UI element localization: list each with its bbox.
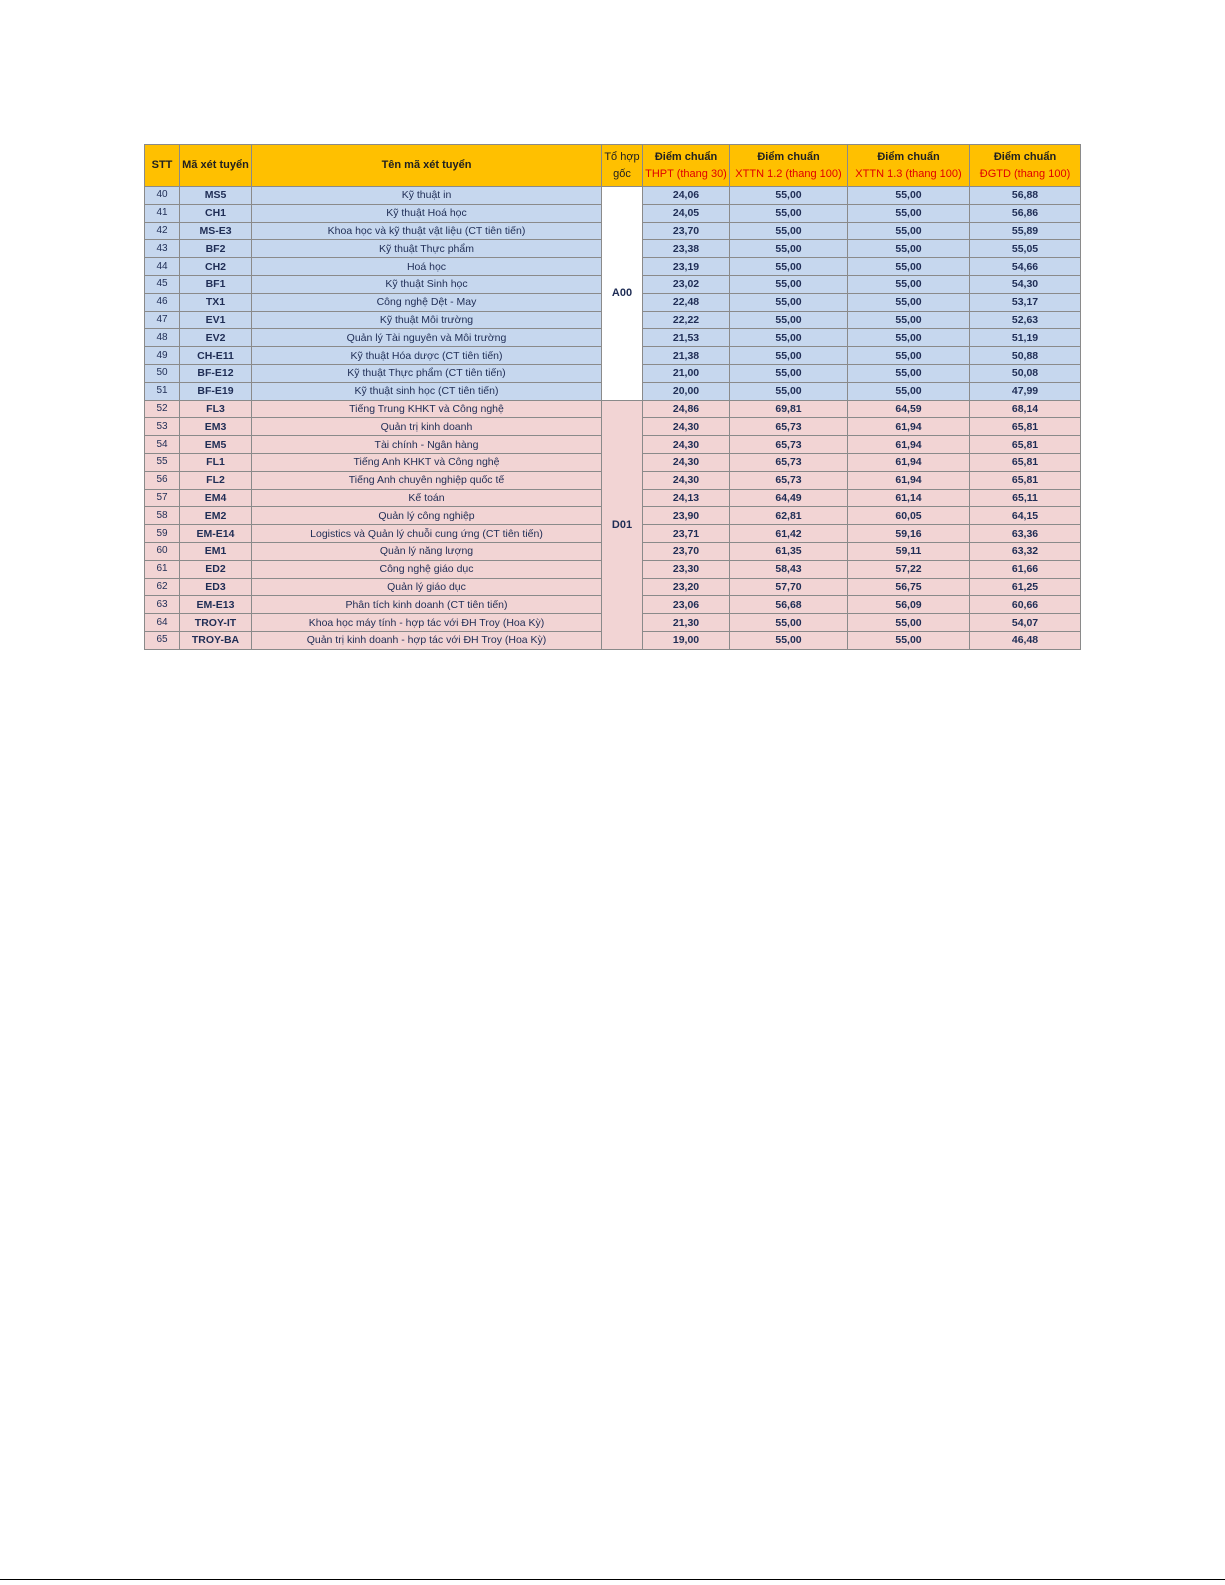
- cell-ma: EM2: [180, 507, 252, 525]
- cell-xttn13: 55,00: [848, 311, 970, 329]
- header-xttn13-line2: XTTN 1.3 (thang 100): [855, 167, 962, 180]
- cell-dgtd: 64,15: [970, 507, 1081, 525]
- cell-thpt: 20,00: [643, 382, 730, 400]
- cell-thpt: 23,90: [643, 507, 730, 525]
- cell-dgtd: 61,66: [970, 560, 1081, 578]
- cell-stt: 54: [145, 436, 180, 454]
- cell-thpt: 23,71: [643, 525, 730, 543]
- cell-xttn13: 61,94: [848, 471, 970, 489]
- header-dgtd-line1: Điểm chuẩn: [993, 150, 1057, 163]
- cell-xttn12: 55,00: [730, 275, 848, 293]
- cell-dgtd: 68,14: [970, 400, 1081, 418]
- cell-thpt: 23,19: [643, 258, 730, 276]
- cell-ten: Quản lý giáo dục: [252, 578, 602, 596]
- header-xttn12-line2: XTTN 1.2 (thang 100): [735, 167, 842, 180]
- cell-ma: FL2: [180, 471, 252, 489]
- cell-dgtd: 65,81: [970, 471, 1081, 489]
- group-cell-d01: D01: [602, 400, 643, 649]
- cell-ten: Tiếng Trung KHKT và Công nghệ: [252, 400, 602, 418]
- cell-stt: 51: [145, 382, 180, 400]
- cell-dgtd: 55,89: [970, 222, 1081, 240]
- cell-ten: Tiếng Anh KHKT và Công nghệ: [252, 453, 602, 471]
- cell-ten: Logistics và Quản lý chuỗi cung ứng (CT tiên tiến): [252, 525, 602, 543]
- cell-stt: 64: [145, 614, 180, 632]
- cell-ma: TROY-IT: [180, 614, 252, 632]
- cell-ma: BF2: [180, 240, 252, 258]
- cell-xttn13: 55,00: [848, 258, 970, 276]
- cell-xttn13: 55,00: [848, 329, 970, 347]
- cell-thpt: 23,20: [643, 578, 730, 596]
- table-header: [145, 145, 1081, 187]
- header-xttn13: [848, 145, 970, 187]
- cell-dgtd: 65,11: [970, 489, 1081, 507]
- cell-ten: Kỹ thuật Hoá học: [252, 204, 602, 222]
- cell-dgtd: 47,99: [970, 382, 1081, 400]
- cell-xttn13: 55,00: [848, 204, 970, 222]
- cell-ten: Kỹ thuật Môi trường: [252, 311, 602, 329]
- cell-dgtd: 53,17: [970, 293, 1081, 311]
- cell-ten: Kỹ thuật sinh học (CT tiên tiến): [252, 382, 602, 400]
- cell-ma: EM-E14: [180, 525, 252, 543]
- header-thpt-line1: Điểm chuẩn: [654, 150, 718, 163]
- header-to-hop-goc: [602, 145, 643, 187]
- cell-xttn12: 55,00: [730, 631, 848, 649]
- cell-stt: 43: [145, 240, 180, 258]
- cell-ma: EM5: [180, 436, 252, 454]
- cell-ma: EV2: [180, 329, 252, 347]
- cell-thpt: 24,13: [643, 489, 730, 507]
- cell-xttn12: 55,00: [730, 347, 848, 365]
- cell-dgtd: 61,25: [970, 578, 1081, 596]
- header-to-hop-line1: Tổ hợp: [604, 150, 640, 163]
- cell-thpt: 21,30: [643, 614, 730, 632]
- cell-stt: 63: [145, 596, 180, 614]
- cell-ma: CH1: [180, 204, 252, 222]
- cell-xttn13: 55,00: [848, 275, 970, 293]
- cell-ma: BF-E12: [180, 364, 252, 382]
- cell-ten: Khoa học và kỹ thuật vật liệu (CT tiên tiến): [252, 222, 602, 240]
- cell-thpt: 23,06: [643, 596, 730, 614]
- admission-score-table: [144, 144, 1081, 650]
- header-ten-ma-xet-tuyen: Tên mã xét tuyển: [252, 145, 602, 187]
- cell-stt: 42: [145, 222, 180, 240]
- cell-stt: 40: [145, 187, 180, 205]
- cell-ma: FL3: [180, 400, 252, 418]
- cell-dgtd: 63,32: [970, 542, 1081, 560]
- cell-xttn12: 57,70: [730, 578, 848, 596]
- cell-thpt: 23,30: [643, 560, 730, 578]
- cell-dgtd: 51,19: [970, 329, 1081, 347]
- header-dgtd-line2: ĐGTD (thang 100): [979, 167, 1071, 180]
- cell-ma: ED3: [180, 578, 252, 596]
- cell-xttn12: 55,00: [730, 187, 848, 205]
- table-row: [145, 187, 1081, 205]
- cell-thpt: 24,30: [643, 418, 730, 436]
- cell-xttn12: 55,00: [730, 329, 848, 347]
- cell-ma: EM4: [180, 489, 252, 507]
- cell-xttn13: 61,94: [848, 453, 970, 471]
- header-row: [145, 145, 1081, 187]
- cell-thpt: 24,06: [643, 187, 730, 205]
- cell-thpt: 23,70: [643, 222, 730, 240]
- cell-thpt: 23,70: [643, 542, 730, 560]
- cell-xttn12: 58,43: [730, 560, 848, 578]
- header-xttn12: [730, 145, 848, 187]
- cell-xttn13: 55,00: [848, 222, 970, 240]
- cell-stt: 65: [145, 631, 180, 649]
- cell-xttn13: 59,11: [848, 542, 970, 560]
- cell-stt: 48: [145, 329, 180, 347]
- cell-thpt: 24,30: [643, 453, 730, 471]
- cell-xttn12: 69,81: [730, 400, 848, 418]
- cell-stt: 59: [145, 525, 180, 543]
- cell-ten: Kỹ thuật Sinh học: [252, 275, 602, 293]
- cell-stt: 47: [145, 311, 180, 329]
- cell-xttn13: 57,22: [848, 560, 970, 578]
- cell-ma: MS5: [180, 187, 252, 205]
- cell-dgtd: 52,63: [970, 311, 1081, 329]
- cell-ten: Công nghệ Dệt - May: [252, 293, 602, 311]
- cell-ten: Kỹ thuật Hóa dược (CT tiên tiến): [252, 347, 602, 365]
- cell-ten: Công nghệ giáo dục: [252, 560, 602, 578]
- cell-ten: Kỹ thuật Thực phẩm (CT tiên tiến): [252, 364, 602, 382]
- cell-dgtd: 50,88: [970, 347, 1081, 365]
- cell-xttn13: 61,14: [848, 489, 970, 507]
- cell-stt: 52: [145, 400, 180, 418]
- cell-xttn12: 55,00: [730, 240, 848, 258]
- cell-stt: 55: [145, 453, 180, 471]
- cell-xttn12: 56,68: [730, 596, 848, 614]
- cell-ten: Kỹ thuật Thực phẩm: [252, 240, 602, 258]
- page-bottom-rule: [0, 1579, 1225, 1580]
- cell-xttn12: 55,00: [730, 204, 848, 222]
- cell-dgtd: 50,08: [970, 364, 1081, 382]
- cell-xttn12: 65,73: [730, 453, 848, 471]
- cell-stt: 41: [145, 204, 180, 222]
- cell-xttn13: 55,00: [848, 240, 970, 258]
- cell-ten: Tiếng Anh chuyên nghiệp quốc tế: [252, 471, 602, 489]
- cell-dgtd: 63,36: [970, 525, 1081, 543]
- table-body: [145, 187, 1081, 650]
- cell-dgtd: 65,81: [970, 436, 1081, 454]
- cell-dgtd: 54,66: [970, 258, 1081, 276]
- cell-xttn12: 55,00: [730, 382, 848, 400]
- cell-xttn13: 64,59: [848, 400, 970, 418]
- cell-xttn12: 55,00: [730, 364, 848, 382]
- cell-ma: TX1: [180, 293, 252, 311]
- cell-dgtd: 56,88: [970, 187, 1081, 205]
- cell-ten: Tài chính - Ngân hàng: [252, 436, 602, 454]
- cell-stt: 45: [145, 275, 180, 293]
- cell-thpt: 21,00: [643, 364, 730, 382]
- cell-stt: 53: [145, 418, 180, 436]
- cell-xttn12: 62,81: [730, 507, 848, 525]
- cell-xttn12: 61,35: [730, 542, 848, 560]
- cell-xttn12: 64,49: [730, 489, 848, 507]
- cell-ma: ED2: [180, 560, 252, 578]
- cell-ma: BF-E19: [180, 382, 252, 400]
- cell-xttn12: 65,73: [730, 436, 848, 454]
- cell-thpt: 24,86: [643, 400, 730, 418]
- cell-xttn12: 61,42: [730, 525, 848, 543]
- cell-xttn12: 55,00: [730, 258, 848, 276]
- cell-thpt: 24,05: [643, 204, 730, 222]
- cell-xttn13: 55,00: [848, 382, 970, 400]
- cell-thpt: 23,38: [643, 240, 730, 258]
- cell-ma: EM1: [180, 542, 252, 560]
- cell-ten: Quản lý Tài nguyên và Môi trường: [252, 329, 602, 347]
- cell-stt: 62: [145, 578, 180, 596]
- cell-ma: EM-E13: [180, 596, 252, 614]
- cell-xttn13: 56,09: [848, 596, 970, 614]
- cell-xttn12: 65,73: [730, 471, 848, 489]
- cell-xttn13: 59,16: [848, 525, 970, 543]
- cell-ma: FL1: [180, 453, 252, 471]
- header-dgtd: [970, 145, 1081, 187]
- cell-stt: 57: [145, 489, 180, 507]
- cell-stt: 46: [145, 293, 180, 311]
- cell-xttn12: 55,00: [730, 293, 848, 311]
- group-cell-a00: A00: [602, 187, 643, 401]
- cell-xttn12: 55,00: [730, 222, 848, 240]
- header-xttn12-line1: Điểm chuẩn: [757, 150, 820, 163]
- cell-dgtd: 56,86: [970, 204, 1081, 222]
- cell-ma: CH2: [180, 258, 252, 276]
- cell-xttn13: 55,00: [848, 293, 970, 311]
- cell-stt: 49: [145, 347, 180, 365]
- cell-ten: Quản lý công nghiệp: [252, 507, 602, 525]
- cell-xttn13: 60,05: [848, 507, 970, 525]
- cell-xttn13: 56,75: [848, 578, 970, 596]
- cell-ten: Quản lý năng lượng: [252, 542, 602, 560]
- cell-dgtd: 54,07: [970, 614, 1081, 632]
- header-xttn13-line1: Điểm chuẩn: [877, 150, 940, 163]
- header-stt: STT: [145, 145, 180, 187]
- cell-dgtd: 54,30: [970, 275, 1081, 293]
- cell-dgtd: 60,66: [970, 596, 1081, 614]
- cell-ten: Quản trị kinh doanh - hợp tác với ĐH Troy (Hoa Kỳ): [252, 631, 602, 649]
- cell-stt: 44: [145, 258, 180, 276]
- cell-xttn12: 55,00: [730, 311, 848, 329]
- cell-ten: Kỹ thuật in: [252, 187, 602, 205]
- cell-thpt: 22,22: [643, 311, 730, 329]
- cell-ten: Phân tích kinh doanh (CT tiên tiến): [252, 596, 602, 614]
- cell-xttn13: 61,94: [848, 436, 970, 454]
- cell-thpt: 21,38: [643, 347, 730, 365]
- cell-xttn13: 55,00: [848, 347, 970, 365]
- cell-xttn12: 55,00: [730, 614, 848, 632]
- cell-dgtd: 65,81: [970, 453, 1081, 471]
- cell-thpt: 24,30: [643, 471, 730, 489]
- cell-ma: BF1: [180, 275, 252, 293]
- cell-ma: MS-E3: [180, 222, 252, 240]
- cell-stt: 58: [145, 507, 180, 525]
- table-row: [145, 400, 1081, 418]
- cell-thpt: 22,48: [643, 293, 730, 311]
- header-thpt-line2: THPT (thang 30): [645, 167, 727, 180]
- header-to-hop-line2: gốc: [613, 167, 631, 180]
- cell-stt: 50: [145, 364, 180, 382]
- cell-stt: 56: [145, 471, 180, 489]
- cell-ma: TROY-BA: [180, 631, 252, 649]
- cell-ten: Quản trị kinh doanh: [252, 418, 602, 436]
- header-ma-xet-tuyen: Mã xét tuyển: [180, 145, 252, 187]
- cell-thpt: 19,00: [643, 631, 730, 649]
- cell-stt: 61: [145, 560, 180, 578]
- cell-xttn13: 55,00: [848, 614, 970, 632]
- cell-xttn13: 61,94: [848, 418, 970, 436]
- cell-thpt: 23,02: [643, 275, 730, 293]
- cell-ten: Hoá học: [252, 258, 602, 276]
- cell-dgtd: 46,48: [970, 631, 1081, 649]
- cell-ten: Kế toán: [252, 489, 602, 507]
- cell-dgtd: 65,81: [970, 418, 1081, 436]
- cell-ten: Khoa học máy tính - hợp tác với ĐH Troy (Hoa Kỳ): [252, 614, 602, 632]
- cell-thpt: 24,30: [643, 436, 730, 454]
- cell-xttn13: 55,00: [848, 631, 970, 649]
- cell-xttn13: 55,00: [848, 364, 970, 382]
- cell-ma: EM3: [180, 418, 252, 436]
- cell-stt: 60: [145, 542, 180, 560]
- cell-thpt: 21,53: [643, 329, 730, 347]
- cell-xttn13: 55,00: [848, 187, 970, 205]
- header-thpt: [643, 145, 730, 187]
- cell-ma: EV1: [180, 311, 252, 329]
- cell-dgtd: 55,05: [970, 240, 1081, 258]
- cell-ma: CH-E11: [180, 347, 252, 365]
- cell-xttn12: 65,73: [730, 418, 848, 436]
